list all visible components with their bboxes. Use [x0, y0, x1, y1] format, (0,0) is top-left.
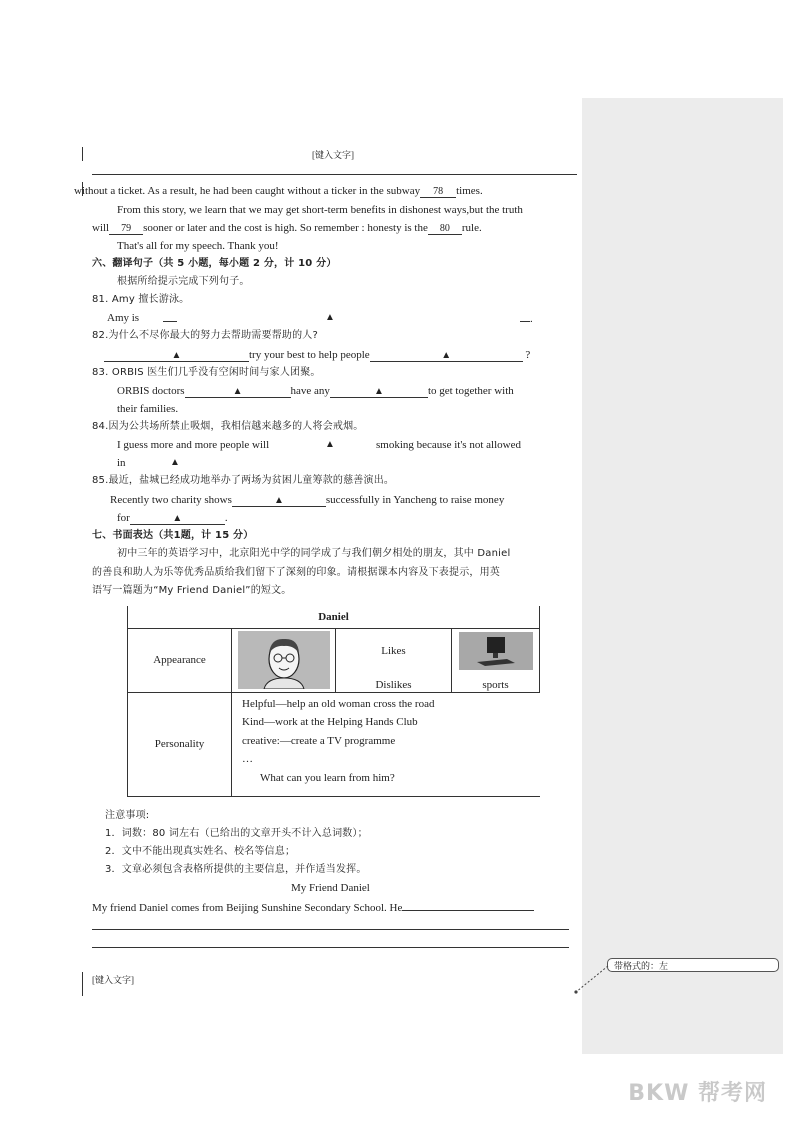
- q84-english-b: smoking because it's not allowed: [376, 439, 521, 451]
- q83-chinese: 83. ORBIS 医生们几乎没有空闲时间与家人团聚。: [92, 367, 321, 378]
- q81-marker: ▲: [325, 312, 335, 323]
- note-1: 1．词数：80 词左右（已给出的文章开头不计入总词数）；: [105, 828, 368, 839]
- q85-english: Recently two charity shows ▲ successfully in Yancheng to raise money: [110, 494, 505, 506]
- blank-79: 79: [109, 224, 143, 235]
- sports-label: sports: [482, 678, 509, 691]
- q84-marker-1[interactable]: ▲: [325, 439, 335, 450]
- bkw-logo: [628, 1076, 767, 1107]
- q82-blank-2[interactable]: ▲: [370, 351, 523, 362]
- daniel-portrait-cell: [232, 628, 336, 692]
- computer-sports-cell: [452, 628, 540, 692]
- q81-chinese: 81. Amy 擅长游泳。: [92, 294, 190, 305]
- blank-80: 80: [428, 224, 462, 235]
- q83-english-cont: their families.: [117, 403, 179, 415]
- personality-creative: creative:—create a TV programme: [242, 734, 396, 747]
- footer-cursor-bar: [82, 972, 83, 996]
- q84-marker-2[interactable]: ▲: [170, 457, 180, 468]
- learn-question: What can you learn from him?: [260, 771, 395, 784]
- essay-blank[interactable]: [402, 900, 534, 911]
- writing-line-1[interactable]: [92, 929, 569, 930]
- comment-connector: [572, 962, 612, 996]
- likes-label: Likes: [381, 644, 406, 657]
- personality-kind: Kind—work at the Helping Hands Club: [242, 716, 418, 728]
- section7-intro-2: 的善良和助人为乐等优秀品质给我们留下了深刻的印象。请根据课本内容及下表提示，用英: [92, 567, 500, 578]
- q83-blank-2[interactable]: ▲: [330, 387, 428, 398]
- section7-intro-1: 初中三年的英语学习中，北京阳光中学的同学成了与我们朝夕相处的朋友，其中 Daniel: [117, 548, 511, 559]
- q85-blank-2[interactable]: ▲: [130, 514, 225, 525]
- footer-placeholder[interactable]: [键入文字]: [92, 975, 134, 985]
- q81-blank-end: .: [520, 311, 533, 326]
- q84-english-c: in: [117, 457, 126, 469]
- appearance-label: Appearance: [128, 628, 232, 692]
- comment-pane: [582, 98, 783, 1054]
- daniel-portrait-image: [238, 631, 330, 689]
- essay-title: My Friend Daniel: [291, 882, 370, 894]
- note-3: 3．文章必须包含表格所提供的主要信息，并作适当发挥。: [105, 864, 367, 875]
- format-comment-balloon[interactable]: [607, 958, 779, 972]
- passage-line-1: without a ticket. As a result, he had been caught without a ticker in the subway 78 times.: [74, 185, 483, 197]
- writing-line-2[interactable]: [92, 947, 569, 948]
- personality-label: Personality: [128, 692, 232, 796]
- section7-intro-3: 语写一篇题为“My Friend Daniel”的短文。: [92, 585, 292, 596]
- section6-instruction: 根据所给提示完成下列句子。: [117, 276, 250, 287]
- bkw-logo-text: BKW 帮考网: [628, 1081, 767, 1106]
- header-rule: [92, 174, 577, 175]
- section7-title: 七、书面表达（共1题，计 15 分）: [92, 530, 254, 541]
- computer-image: [459, 632, 533, 670]
- passage-line-2: From this story, we learn that we may get short-term benefits in dishonest ways,but the truth: [117, 204, 523, 216]
- q83-english: ORBIS doctors ▲ have any ▲ to get together with: [117, 385, 514, 397]
- likes-dislikes-cell: [336, 628, 452, 692]
- cursor-bar: [82, 147, 83, 161]
- note-2: 2．文中不能出现真实姓名、校名等信息；: [105, 846, 296, 857]
- q85-chinese: 85.最近，盐城已经成功地举办了两场为贫困儿童筹款的慈善演出。: [92, 475, 395, 486]
- format-comment-label: 带格式的：左: [614, 961, 669, 971]
- q81-english: Amy is: [107, 312, 140, 324]
- q81-blank-start: [163, 321, 177, 322]
- header-placeholder[interactable]: [键入文字]: [312, 150, 354, 160]
- essay-start[interactable]: My friend Daniel comes from Beijing Sunshine Secondary School. He: [92, 900, 534, 915]
- q85-english-cont: for ▲ .: [117, 512, 228, 524]
- q84-chinese: 84.因为公共场所禁止吸烟，我相信越来越多的人将会戒烟。: [92, 421, 364, 432]
- q82-chinese: 82.为什么不尽你最大的努力去帮助需要帮助的人?: [92, 330, 319, 341]
- personality-details: [232, 692, 540, 796]
- q82-english: ▲ try your best to help people ▲ ?: [104, 348, 530, 362]
- personality-ellipsis: …: [242, 753, 253, 765]
- personality-helpful: Helpful—help an old woman cross the road: [242, 697, 435, 710]
- blank-78: 78: [420, 187, 456, 198]
- dislikes-label: Dislikes: [375, 678, 412, 691]
- notes-title: 注意事项:: [105, 810, 150, 821]
- q83-blank-1[interactable]: ▲: [185, 387, 291, 398]
- section6-title: 六、翻译句子（共 5 小题，每小题 2 分，计 10 分）: [92, 258, 337, 269]
- q84-english-a: I guess more and more people will: [117, 439, 270, 451]
- q85-blank-1[interactable]: ▲: [232, 496, 326, 507]
- table-title: Daniel: [128, 606, 540, 628]
- q82-blank-1[interactable]: ▲: [104, 351, 249, 362]
- passage-line-3: will 79 sooner or later and the cost is high. So remember : honesty is the 80 rule.: [92, 222, 482, 234]
- daniel-info-table: [127, 606, 540, 797]
- passage-line-4: That's all for my speech. Thank you!: [117, 240, 279, 252]
